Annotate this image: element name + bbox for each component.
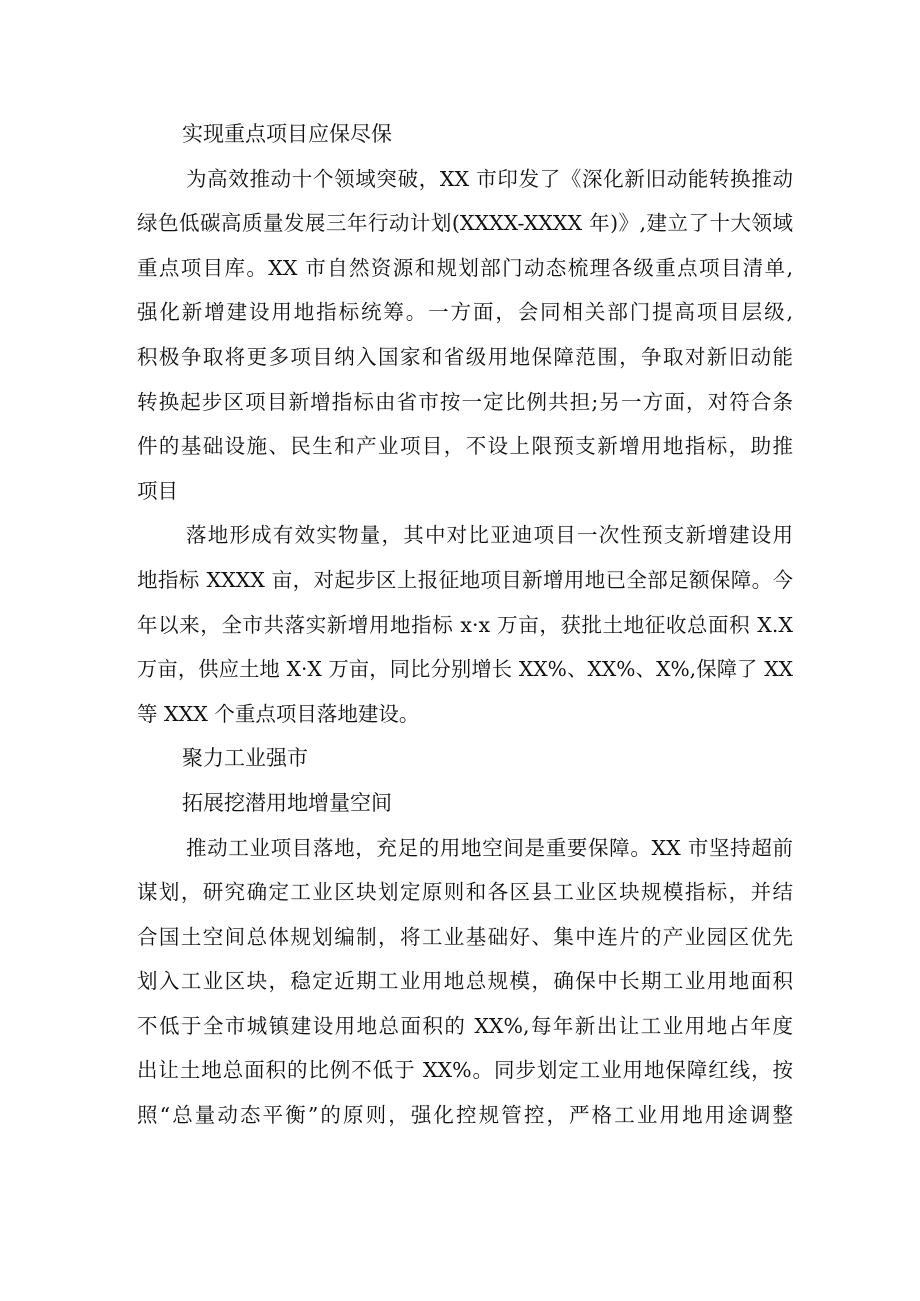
text-line: 重点项目库。XX 市自然资源和规划部门动态梳理各级重点项目清单, <box>137 255 793 280</box>
text-line: 绿色低碳高质量发展三年行动计划(XXXX-XXXX 年)》,建立了十大领域 <box>137 211 793 236</box>
text-line: 强化新增建设用地指标统筹。一方面，会同相关部门提高项目层级, <box>137 300 793 325</box>
section-heading-land-space: 拓展挖潜用地增量空间 <box>182 790 392 815</box>
text-line: 照“总量动态平衡”的原则，强化控规管控，严格工业用地用途调整 <box>137 1103 793 1128</box>
paragraph-land-space-1 <box>137 826 793 1138</box>
text-line: 年以来，全市共落实新增用地指标 x·x 万亩，获批土地征收总面积 X.X <box>137 612 793 637</box>
text-line: 件的基础设施、民生和产业项目，不设上限预支新增用地指标，助推 <box>137 434 793 459</box>
section-heading-industrial-city: 聚力工业强市 <box>182 746 308 771</box>
text-line: 谋划，研究确定工业区块划定原则和各区县工业区块规模指标，并结 <box>137 880 793 905</box>
text-line: 转换起步区项目新增指标由省市按一定比例共担;另一方面，对符合条 <box>137 389 793 414</box>
text-line: 出让土地总面积的比例不低于 XX%。同步划定工业用地保障红线，按 <box>137 1058 793 1083</box>
paragraph-key-projects-1 <box>137 157 793 514</box>
text-line: 划入工业区块，稳定近期工业用地总规模，确保中长期工业用地面积 <box>137 969 793 994</box>
section-heading-key-projects: 实现重点项目应保尽保 <box>182 122 392 146</box>
text-line: 等 XXX 个重点项目落地建设。 <box>137 701 420 726</box>
document-body <box>137 112 793 1138</box>
text-line: 推动工业项目落地，充足的用地空间是重要保障。XX 市坚持超前 <box>186 835 793 860</box>
text-line: 万亩，供应土地 X·X 万亩，同比分别增长 XX%、XX%、X%,保障了 XX <box>137 657 793 682</box>
text-line: 合国土空间总体规划编制，将工业基础好、集中连片的产业园区优先 <box>137 924 793 949</box>
paragraph-key-projects-2 <box>137 513 793 736</box>
text-line: 为高效推动十个领域突破，XX 市印发了《深化新旧动能转换推动 <box>186 166 793 191</box>
text-line: 地指标 XXXX 亩，对起步区上报征地项目新增用地已全部足额保障。今 <box>137 567 793 592</box>
text-line: 落地形成有效实物量，其中对比亚迪项目一次性预支新增建设用 <box>186 523 793 548</box>
text-line: 积极争取将更多项目纳入国家和省级用地保障范围，争取对新旧动能 <box>137 344 793 369</box>
text-line: 不低于全市城镇建设用地总面积的 XX%,每年新出让工业用地占年度 <box>137 1013 793 1038</box>
text-line: 项目 <box>137 478 178 503</box>
